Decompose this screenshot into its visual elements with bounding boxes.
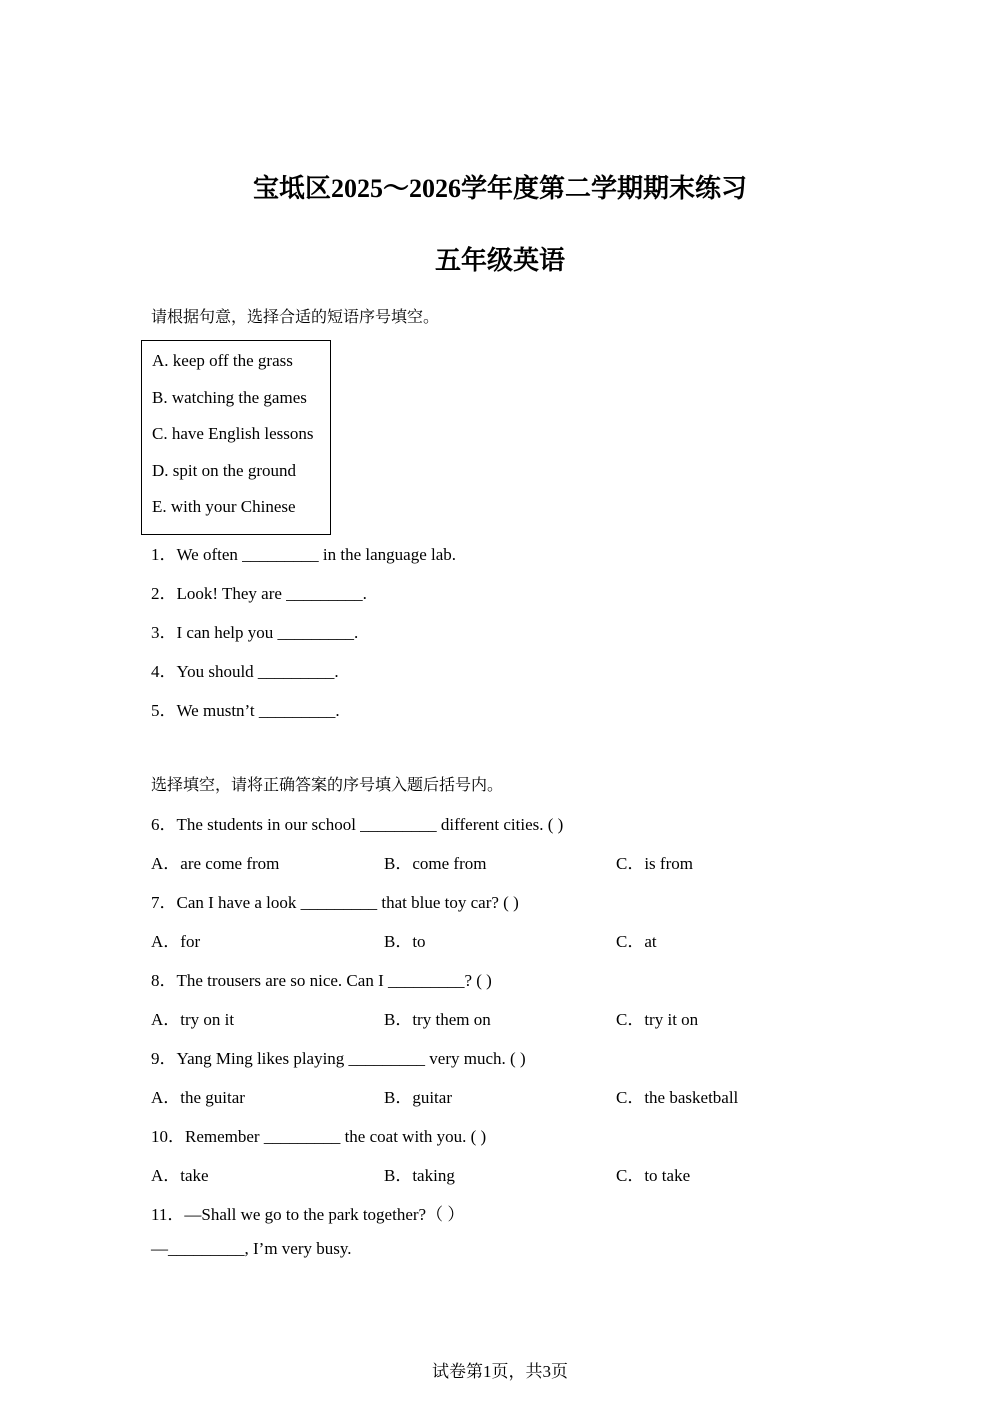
question-5: 5．We mustn’t _________.: [151, 701, 340, 720]
choice-8a: A．try on it: [151, 1010, 235, 1029]
choice-8b: B．try them on: [384, 1010, 491, 1029]
phrase-option: A. keep off the grass: [152, 351, 293, 370]
choice-10a: A．take: [151, 1166, 209, 1185]
choice-8c: C．try it on: [616, 1010, 699, 1029]
choice-9a: A．the guitar: [151, 1088, 245, 1107]
exam-subtitle: 五年级英语: [434, 246, 565, 275]
choice-9b: B．guitar: [384, 1088, 452, 1107]
choice-6a: A．are come from: [151, 854, 280, 873]
question-11: 11．—Shall we go to the park together?（ ）: [151, 1205, 465, 1224]
phrase-option: D. spit on the ground: [152, 461, 297, 480]
choice-7b: B．to: [384, 932, 426, 951]
phrase-options-box: [141, 340, 331, 535]
question-7: 7．Can I have a look _________ that blue toy car? ( ): [151, 893, 519, 912]
choice-7a: A．for: [151, 932, 201, 951]
question-8: 8．The trousers are so nice. Can I _________? ( ): [151, 971, 492, 990]
question-1: 1．We often _________ in the language lab.: [151, 545, 457, 564]
phrase-option: B. watching the games: [152, 388, 307, 407]
question-3: 3．I can help you _________.: [151, 623, 359, 642]
question-10: 10．Remember _________ the coat with you. ( ): [151, 1127, 487, 1146]
section1-instruction: 请根据句意，选择合适的短语序号填空。: [151, 307, 440, 326]
question-9: 9．Yang Ming likes playing _________ very much. ( ): [151, 1049, 526, 1068]
choice-6c: C．is from: [616, 854, 693, 873]
choice-10c: C．to take: [616, 1166, 691, 1185]
section2-instruction: 选择填空，请将正确答案的序号填入题后括号内。: [151, 775, 504, 794]
choice-6b: B．come from: [384, 854, 487, 873]
question-6: 6．The students in our school _________ different cities. ( ): [151, 815, 564, 834]
choice-10b: B．taking: [384, 1166, 455, 1185]
question-2: 2．Look! They are _________.: [151, 584, 367, 603]
choice-9c: C．the basketball: [616, 1088, 739, 1107]
exam-title: 宝坻区2025～2026学年度第二学期期末练习: [252, 174, 747, 203]
question-4: 4．You should _________.: [151, 662, 339, 681]
page-footer: 试卷第1页，共3页: [432, 1362, 568, 1381]
phrase-option: C. have English lessons: [152, 424, 314, 443]
choice-7c: C．at: [616, 932, 657, 951]
phrase-option: E. with your Chinese: [152, 497, 296, 516]
question-11-reply: —_________, I’m very busy.: [151, 1239, 352, 1258]
